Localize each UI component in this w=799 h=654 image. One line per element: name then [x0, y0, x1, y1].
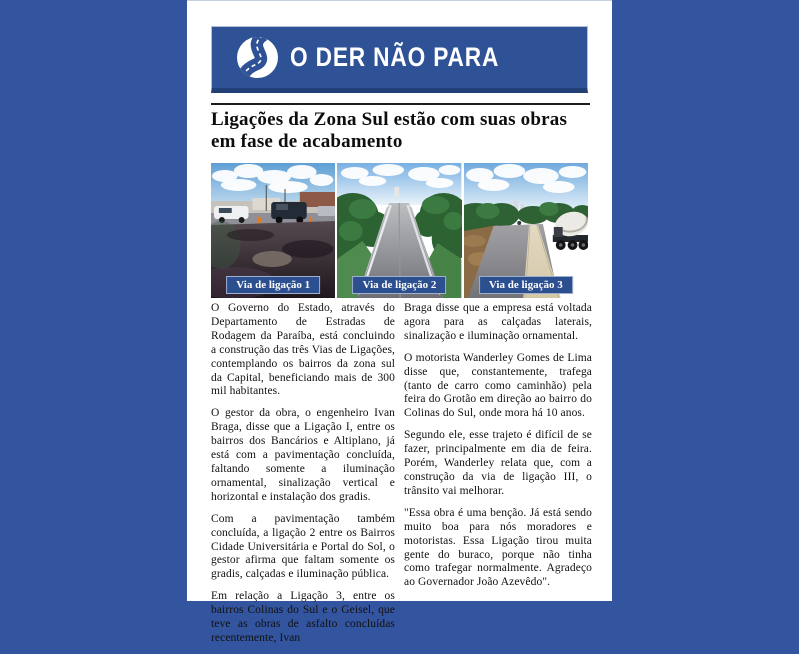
masthead-banner	[211, 26, 588, 93]
article-column-right	[404, 302, 592, 654]
photo-strip	[211, 163, 588, 298]
photo-via-ligacao-1	[211, 163, 335, 298]
article-paragraph: Braga disse que a empresa está voltada agora para as calçadas laterais, sinalização e iluminação ornamental.	[404, 302, 592, 342]
headline: Ligações da Zona Sul estão com suas obras em fase de acabamento	[211, 109, 568, 152]
masthead-title: O DER NÃO PARA	[290, 42, 500, 72]
article-column-left	[211, 302, 395, 654]
photo-caption-1: Via de ligação 1	[226, 276, 320, 294]
article-paragraph: Com a pavimentação também concluída, a ligação 2 entre os Bairros Cidade Universitária e Portal do Sol, o gestor afirma que faltam somente os gradis, calçadas e iluminação pública.	[211, 512, 395, 581]
article-body	[211, 302, 592, 654]
article-paragraph: Em relação a Ligação 3, entre os bairros Colinas do Sul e o Geisel, que teve as obras de asfalto concluídas recentemente, Ivan	[211, 590, 395, 644]
photo-caption-2: Via de ligação 2	[353, 276, 447, 294]
article-paragraph: O motorista Wanderley Gomes de Lima disse que, constantemente, trafega (tanto de carro como caminhão) pela feira do Grotão em direção ao bairro do Colinas do Sul, onde mora há 10 anos.	[404, 351, 592, 420]
article-paragraph: Segundo ele, esse trajeto é difícil de se fazer, principalmente em dia de feira. Porém, Wanderley relata que, com a construção da via de ligação III, o trânsito vai melhorar.	[404, 429, 592, 497]
road-curve-logo-icon	[237, 37, 278, 78]
photo-via-ligacao-2	[337, 163, 461, 298]
photo-via-ligacao-3	[464, 163, 588, 298]
article-paragraph: "Essa obra é uma benção. Já está sendo muito boa para nós moradores e motoristas. Essa Ligação tirou muita gente do buraco, porque não tinha como trafegar normalmente. Agradeço ao Governador João Azevêdo".	[404, 506, 592, 589]
article-paragraph: O gestor da obra, o engenheiro Ivan Braga, disse que a Ligação I, entre os bairros dos Bancários e Altiplano, já está com a pavimentação concluída, faltando somente a iluminação ornamental, sinalização vertical e horizontal e instalação dos gradis.	[211, 407, 395, 503]
headline-divider	[211, 103, 590, 105]
article-paragraph: O Governo do Estado, através do Departamento de Estradas de Rodagem da Paraíba, está concluindo a construção das três Vias de Ligações, contemplando os bairros da zona sul da Capital, beneficiando mais de 300 mil habitantes.	[211, 302, 395, 398]
photo-caption-3: Via de ligação 3	[479, 276, 573, 294]
newsletter-page	[187, 0, 612, 644]
